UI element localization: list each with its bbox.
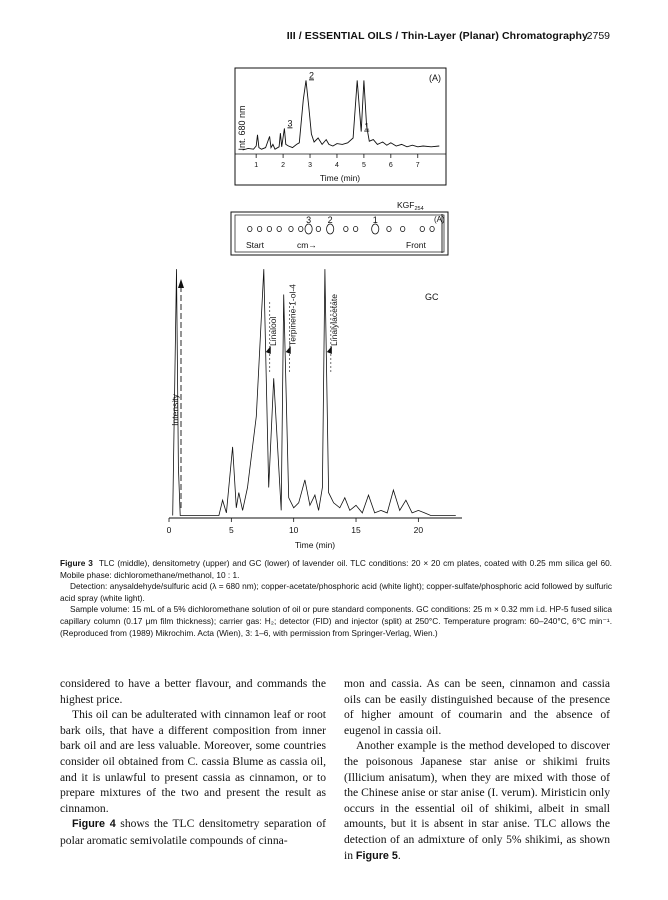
paragraph: considered to have a better flavour, and commands the highest price.	[60, 677, 326, 706]
gc-x-label: Time (min)	[294, 540, 336, 550]
tlc-spot	[267, 226, 271, 231]
densitometry-x-label: Time (min)	[319, 173, 361, 183]
tlc-start-label: Start	[246, 240, 264, 250]
tlc-direction-label: cm→	[297, 240, 317, 250]
tlc-spot	[248, 226, 252, 231]
caption-text-2: Detection: anysaldehyde/sulfuric acid (λ = 680 nm); copper-acetate/phosphoric acid (white light); copper-sulfate/phosphoric acid followed by sulfuric acid spray (white light).	[60, 581, 612, 603]
tlc-front-label: Front	[406, 240, 426, 250]
paragraph: Figure 4 shows the TLC densitometry separation of polar aromatic semivolatile compounds of cinna-	[60, 817, 326, 847]
tlc-spot	[327, 224, 334, 234]
densitometry-peak-label: 2	[308, 70, 315, 81]
densitometry-tick-label: 7	[415, 162, 420, 169]
densitometry-trace	[243, 80, 440, 150]
figure-5-reference: Figure 5	[355, 849, 398, 862]
caption-label: Figure 3	[60, 558, 93, 568]
tlc-spot-labels	[306, 215, 378, 225]
tlc-spot	[299, 226, 303, 231]
densitometry-y-label: Int. 680 nm	[237, 105, 247, 151]
tlc-spot-label: 3	[306, 215, 312, 225]
tlc-spot	[387, 226, 391, 231]
tlc-spot	[277, 226, 281, 231]
tlc-plate-label: $KGF_{254}$	[397, 200, 424, 212]
gc-y-label: Intensity	[170, 394, 180, 426]
tlc-spot	[344, 226, 348, 231]
densitometry-ticks	[254, 154, 420, 169]
tlc-spot	[430, 226, 434, 231]
gc-tick-label: 5	[228, 525, 234, 535]
densitometry-tick-label: 2	[281, 162, 286, 169]
densitometry-tick-label: 6	[388, 162, 393, 169]
tlc-plate-panel	[231, 200, 448, 255]
densitometry-panel-label: (A)	[429, 73, 441, 83]
column-right	[344, 676, 610, 864]
tlc-spot	[316, 226, 320, 231]
paragraph: mon and cassia. As can be seen, cinnamon and cassia oils can be easily distinguished because of the presence of higher amount of coumarin and the absence of eugenol in cassia oil.	[344, 677, 610, 737]
gc-tick-label: 10	[288, 525, 299, 535]
figure-4-reference: Figure 4	[72, 818, 116, 831]
densitometry-peak-labels	[287, 70, 369, 131]
gc-peak-label: Terpinene-1-ol-4	[287, 284, 298, 346]
running-title: III / ESSENTIAL OILS / Thin-Layer (Planar) Chromatography	[286, 30, 588, 42]
column-left	[60, 676, 326, 849]
gc-panel	[167, 269, 462, 550]
densitometry-peak-label: 1	[364, 121, 370, 132]
tlc-panel-label: (A)	[434, 215, 445, 224]
gc-peak-labels	[266, 284, 339, 372]
tlc-spot-label: 2	[327, 215, 333, 225]
densitometry-tick-label: 4	[335, 162, 339, 169]
densitometry-peak-label: 3	[287, 118, 293, 129]
gc-tick-label: 15	[351, 525, 361, 535]
gc-trace	[173, 269, 456, 515]
tlc-spots	[248, 224, 435, 234]
tlc-spot	[420, 226, 424, 231]
gc-tick-label: 20	[413, 525, 424, 535]
gc-peak-arrowhead	[327, 346, 332, 354]
paragraph: This oil can be adulterated with cinnamon leaf or root bark oils, that have a different composition from inner bark oil and are less valuable. Moreover, some countries consider oil obtained from C. cassia Blume as cassia oil, and it is unlawful to present cassia as cinnamon, or to prepare mixtures of the two and present the result as cinnamon.	[60, 708, 326, 815]
paragraph: Another example is the method developed to discover the poisonous Japanese star anise or shikimi fruits (Illicium anisatum), when they are mixed with those of the Chinese anise or star anise (I. verum). Miristicin only occurs in the essential oil of shikimi, albeit in small amounts, but it is absent in star anise. TLC allows the detection of an admixture of only 5% shikimi, as shown in Figure 5.	[344, 739, 610, 862]
densitometry-tick-label: 1	[254, 162, 259, 169]
tlc-spot	[400, 226, 404, 231]
tlc-spot	[257, 226, 261, 231]
densitometry-frame	[235, 68, 446, 185]
tlc-spot	[353, 226, 357, 231]
densitometry-tick-label: 3	[308, 162, 312, 169]
densitometry-panel	[235, 68, 446, 185]
gc-panel-label: GC	[425, 292, 439, 302]
caption-text-1: TLC (middle), densitometry (upper) and GC (lower) of lavender oil. TLC conditions: 20 × 20 cm plates, coated with 0.25 mm silica gel 60. Mobile phase: dichloromethane/methanol, 10 : 1.	[60, 558, 612, 580]
gc-peak-label: Linalool	[267, 316, 278, 346]
tlc-spot	[372, 224, 379, 234]
densitometry-tick-label: 5	[361, 162, 366, 169]
page-number: 2759	[586, 30, 610, 42]
tlc-spot-label: 1	[372, 215, 378, 225]
tlc-spot	[305, 224, 312, 234]
gc-peak-arrowhead	[266, 346, 271, 354]
gc-peak-label: Linalylacetate	[328, 294, 339, 346]
gc-ticks	[167, 518, 424, 535]
gc-peak-arrowhead	[286, 346, 291, 354]
gc-intensity-arrowhead	[178, 279, 184, 288]
gc-tick-label: 0	[166, 525, 172, 535]
tlc-spot	[289, 226, 293, 231]
caption-text-3: Sample volume: 15 mL of a 5% dichloromethane solution of oil or pure standard components. GC conditions: 25 m × 0.32 mm i.d. HP-5 fused silica capillary column (0.17 μm film thickness); carrier gas: H₂; detector (FID) and injector (split) at 250°C. Temperature program: 60–240°C, 6°C min⁻¹. (Reproduced from (1989) Mikrochim. Acta (Wien), 3: 1–6, with permission from Springer-Verlag, Wien.)	[60, 604, 612, 638]
figure-caption	[60, 558, 612, 639]
